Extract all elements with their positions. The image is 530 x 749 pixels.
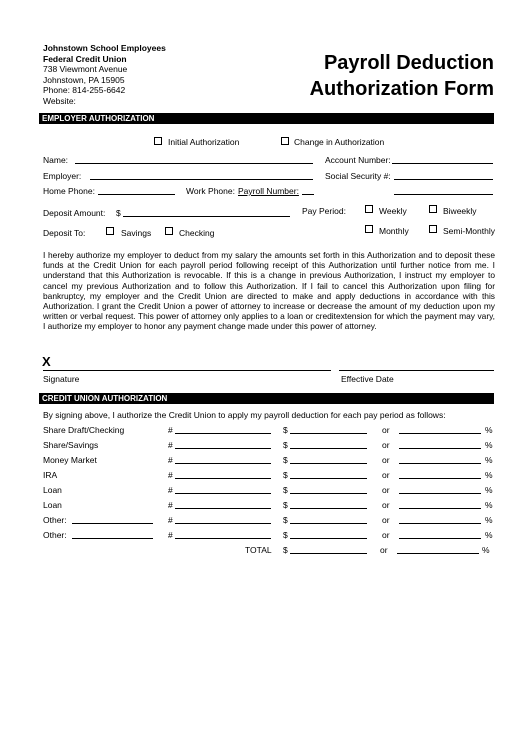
- weekly-label: Weekly: [379, 206, 407, 216]
- account-number-label: Account Number:: [325, 155, 391, 165]
- ssn-label: Social Security #:: [325, 171, 391, 181]
- allocation-percent-field[interactable]: [399, 493, 481, 494]
- allocation-percent-field[interactable]: [399, 523, 481, 524]
- allocation-row-label: Share Draft/Checking: [43, 425, 125, 435]
- allocation-account-field[interactable]: [175, 478, 271, 479]
- account-number-field[interactable]: [392, 163, 493, 164]
- signature-label: Signature: [43, 374, 80, 384]
- allocation-percent-field[interactable]: [399, 433, 481, 434]
- checking-label: Checking: [179, 228, 215, 238]
- allocation-amount-field[interactable]: [290, 508, 367, 509]
- allocation-percent-field[interactable]: [399, 478, 481, 479]
- deposit-to-label: Deposit To:: [43, 228, 86, 238]
- effective-date-label: Effective Date: [341, 374, 394, 384]
- employer-field[interactable]: [90, 179, 313, 180]
- allocation-dollar-sign: $: [283, 515, 288, 525]
- checking-checkbox[interactable]: [165, 227, 173, 235]
- allocation-account-field[interactable]: [175, 508, 271, 509]
- biweekly-label: Biweekly: [443, 206, 477, 216]
- change-authorization-checkbox[interactable]: [281, 137, 289, 145]
- org-address-line2: Johnstown, PA 15905: [43, 74, 125, 85]
- allocation-percent-sign: %: [485, 485, 493, 495]
- allocation-other-name-field[interactable]: [72, 538, 153, 539]
- allocation-row-label: Other:: [43, 515, 67, 525]
- payroll-number-label: Payroll Number:: [238, 186, 299, 196]
- allocation-amount-field[interactable]: [290, 478, 367, 479]
- semimonthly-checkbox[interactable]: [429, 225, 437, 233]
- allocation-or: or: [382, 425, 390, 435]
- allocation-hash-sign: #: [168, 425, 173, 435]
- org-name-line2: Federal Credit Union: [43, 53, 127, 64]
- deposit-dollar-sign: $: [116, 208, 121, 218]
- allocation-row-label: Loan: [43, 485, 62, 495]
- org-website: Website:: [43, 95, 76, 106]
- biweekly-checkbox[interactable]: [429, 205, 437, 213]
- allocation-percent-field[interactable]: [399, 538, 481, 539]
- allocation-amount-field[interactable]: [290, 538, 367, 539]
- work-phone-label: Work Phone:: [186, 186, 235, 196]
- allocation-hash-sign: #: [168, 530, 173, 540]
- total-percent-field[interactable]: [397, 553, 479, 554]
- allocation-hash-sign: #: [168, 440, 173, 450]
- allocation-amount-field[interactable]: [290, 433, 367, 434]
- allocation-dollar-sign: $: [283, 440, 288, 450]
- allocation-row-label: Loan: [43, 500, 62, 510]
- allocation-percent-field[interactable]: [399, 463, 481, 464]
- deposit-amount-label: Deposit Amount:: [43, 208, 106, 218]
- credit-union-intro: By signing above, I authorize the Credit Union to apply my payroll deduction for each pay period as follows:: [43, 410, 446, 420]
- total-percent-sign: %: [482, 545, 490, 555]
- name-field[interactable]: [75, 163, 313, 164]
- allocation-amount-field[interactable]: [290, 448, 367, 449]
- allocation-percent-field[interactable]: [399, 508, 481, 509]
- effective-date-field[interactable]: [339, 370, 494, 371]
- allocation-row-label: Money Market: [43, 455, 97, 465]
- allocation-percent-sign: %: [485, 470, 493, 480]
- total-dollar-sign: $: [283, 545, 288, 555]
- allocation-or: or: [382, 455, 390, 465]
- home-phone-label: Home Phone:: [43, 186, 95, 196]
- form-title: [310, 50, 494, 102]
- credit-union-section-header: CREDIT UNION AUTHORIZATION: [39, 393, 494, 404]
- allocation-percent-sign: %: [485, 515, 493, 525]
- allocation-amount-field[interactable]: [290, 493, 367, 494]
- allocation-percent-sign: %: [485, 455, 493, 465]
- allocation-hash-sign: #: [168, 500, 173, 510]
- deposit-amount-field[interactable]: [123, 216, 290, 217]
- employer-label: Employer:: [43, 171, 82, 181]
- allocation-dollar-sign: $: [283, 485, 288, 495]
- allocation-or: or: [382, 470, 390, 480]
- pay-period-label: Pay Period:: [302, 206, 346, 216]
- monthly-label: Monthly: [379, 226, 409, 236]
- allocation-or: or: [382, 485, 390, 495]
- signature-x-mark: X: [42, 354, 51, 369]
- organization-info: [43, 43, 166, 106]
- signature-field[interactable]: [43, 370, 331, 371]
- allocation-or: or: [382, 500, 390, 510]
- allocation-dollar-sign: $: [283, 470, 288, 480]
- allocation-account-field[interactable]: [175, 448, 271, 449]
- allocation-dollar-sign: $: [283, 500, 288, 510]
- allocation-row-label: Share/Savings: [43, 440, 99, 450]
- org-address-line1: 738 Viewmont Avenue: [43, 64, 128, 74]
- allocation-account-field[interactable]: [175, 433, 271, 434]
- allocation-or: or: [382, 530, 390, 540]
- allocation-percent-field[interactable]: [399, 448, 481, 449]
- allocation-amount-field[interactable]: [290, 463, 367, 464]
- extra-field[interactable]: [394, 194, 493, 195]
- ssn-field[interactable]: [394, 179, 493, 180]
- allocation-percent-sign: %: [485, 500, 493, 510]
- allocation-or: or: [382, 440, 390, 450]
- allocation-percent-sign: %: [485, 440, 493, 450]
- allocation-dollar-sign: $: [283, 425, 288, 435]
- allocation-percent-sign: %: [485, 530, 493, 540]
- allocation-amount-field[interactable]: [290, 523, 367, 524]
- payroll-number-field[interactable]: [302, 194, 314, 195]
- allocation-hash-sign: #: [168, 515, 173, 525]
- form-title-line2: Authorization Form: [309, 78, 494, 100]
- initial-authorization-checkbox[interactable]: [154, 137, 162, 145]
- allocation-account-field[interactable]: [175, 463, 271, 464]
- allocation-hash-sign: #: [168, 485, 173, 495]
- allocation-row-label: Other:: [43, 530, 67, 540]
- name-label: Name:: [43, 155, 69, 165]
- allocation-hash-sign: #: [168, 470, 173, 480]
- allocation-dollar-sign: $: [283, 530, 288, 540]
- total-amount-field[interactable]: [290, 553, 367, 554]
- savings-label: Savings: [121, 228, 152, 238]
- allocation-other-name-field[interactable]: [72, 523, 153, 524]
- allocation-hash-sign: #: [168, 455, 173, 465]
- allocation-account-field[interactable]: [175, 493, 271, 494]
- allocation-percent-sign: %: [485, 425, 493, 435]
- initial-authorization-label: Initial Authorization: [168, 137, 240, 147]
- weekly-checkbox[interactable]: [365, 205, 373, 213]
- total-label: TOTAL: [245, 545, 272, 555]
- employer-section-header: EMPLOYER AUTHORIZATION: [39, 113, 494, 124]
- monthly-checkbox[interactable]: [365, 225, 373, 233]
- allocation-dollar-sign: $: [283, 455, 288, 465]
- change-authorization-label: Change in Authorization: [294, 137, 385, 147]
- allocation-row-label: IRA: [43, 470, 58, 480]
- allocation-account-field[interactable]: [175, 538, 271, 539]
- semimonthly-label: Semi-Monthly: [443, 226, 495, 236]
- savings-checkbox[interactable]: [106, 227, 114, 235]
- form-title-line1: Payroll Deduction: [323, 52, 494, 74]
- total-or: or: [380, 545, 388, 555]
- org-name-line1: Johnstown School Employees: [43, 43, 166, 53]
- allocation-account-field[interactable]: [175, 523, 271, 524]
- authorization-paragraph: I hereby authorize my employer to deduct from my salary the amounts set forth in this Authorization and to deposit these funds at the Credit Union for each payroll period following receipt of this Authorization until further notice from me. I understand that this Authorization is revocable. If this is a change in previous Authorization, I instruct my employer to cancel my previous Authorization and to follow this Authorization. If I fail to cancel this Authorization upon filing for bankruptcy, my employer and the Credit Union are directed to make and apply deductions in accordance with this Authorization. I grant the Credit Union a power of attorney to increase or decrease the amount of my deduction upon my written or verbal request. This power of attorney only applies to a loan or creditextension for which the payment may vary, I authorize my employer to honor any payment change made under this power of attorney.: [43, 250, 495, 332]
- org-phone: Phone: 814-255-6642: [43, 85, 126, 95]
- home-phone-field[interactable]: [98, 194, 175, 195]
- allocation-or: or: [382, 515, 390, 525]
